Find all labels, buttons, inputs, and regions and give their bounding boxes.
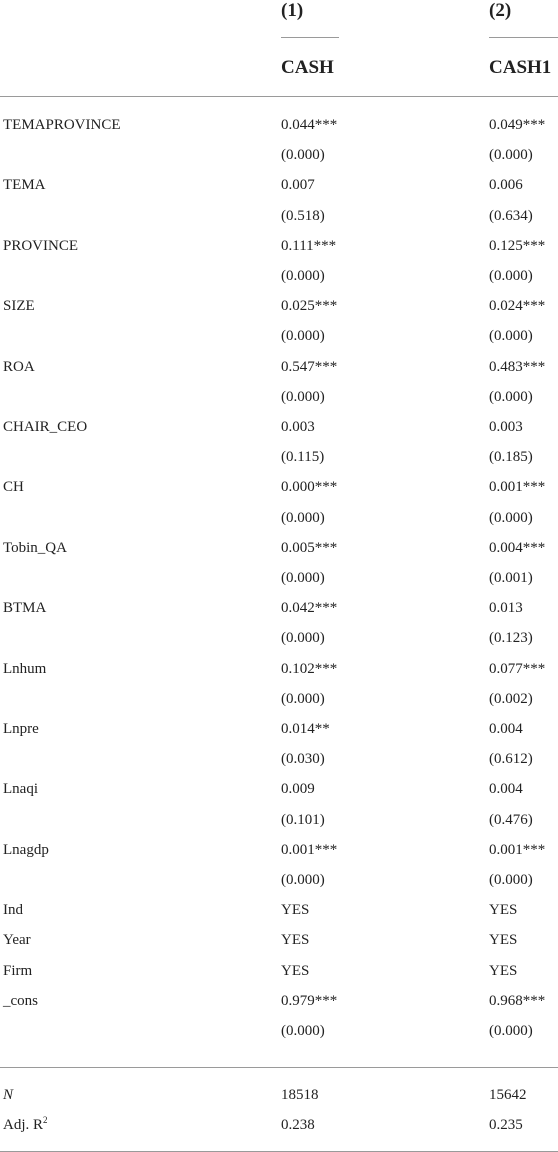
cell-col2: 0.049*** <box>489 117 546 133</box>
cell-col2: 0.004 <box>489 721 523 737</box>
cell-col2: (0.001) <box>489 570 533 586</box>
row-label: Firm <box>3 962 33 979</box>
adj-r2-label-text: Adj. R <box>3 1117 44 1133</box>
row-label: ROA <box>3 358 35 375</box>
row-label: Ind <box>3 902 23 919</box>
table-row <box>0 714 558 744</box>
table-row <box>0 503 558 533</box>
cell-col2: YES <box>489 932 518 949</box>
observations-col2: 15642 <box>489 1087 527 1103</box>
cell-col2: 0.004*** <box>489 539 546 556</box>
row-label: Lnaqi <box>3 781 38 798</box>
cell-col1: (0.000) <box>281 690 325 707</box>
cell-col1: (0.000) <box>281 630 325 647</box>
row-label: CH <box>3 479 24 496</box>
cell-col2: 0.125*** <box>489 237 546 254</box>
table-row <box>0 684 558 714</box>
cell-col1: (0.000) <box>281 147 325 164</box>
table-row <box>0 835 558 865</box>
cell-col1: (0.101) <box>281 811 325 828</box>
table-row <box>0 170 558 200</box>
cell-col1: (0.000) <box>281 570 325 586</box>
table-row <box>0 925 558 955</box>
cell-col1: 0.009 <box>281 781 315 798</box>
row-label: _cons <box>3 992 38 1009</box>
cell-col1: YES <box>281 962 310 979</box>
column-2-number: (2) <box>489 0 512 21</box>
cell-col2: (0.000) <box>489 872 533 888</box>
row-label: Year <box>3 932 31 949</box>
table-row <box>0 231 558 261</box>
header-divider <box>0 96 558 97</box>
cell-col1: YES <box>281 902 310 919</box>
table-row <box>0 986 558 1016</box>
table-row <box>0 201 558 231</box>
cell-col2: 0.006 <box>489 177 523 194</box>
cell-col1: 0.000*** <box>281 479 338 496</box>
cell-col2: (0.476) <box>489 811 533 828</box>
table-row <box>0 865 558 895</box>
cell-col2: (0.634) <box>489 207 533 224</box>
cell-col2: YES <box>489 962 518 979</box>
cell-col1: 0.001*** <box>281 841 338 858</box>
column-1-header: CASH <box>281 57 334 78</box>
cell-col1: 0.014** <box>281 721 330 737</box>
cell-col1: (0.000) <box>281 509 325 526</box>
cell-col1: (0.115) <box>281 449 325 466</box>
adj-r2-col1: 0.238 <box>281 1117 315 1133</box>
table-row <box>0 412 558 442</box>
table-row <box>0 805 558 835</box>
cell-col1: 0.111*** <box>281 237 337 254</box>
observations-label: N <box>3 1087 14 1103</box>
cell-col1: (0.000) <box>281 268 325 284</box>
row-label: PROVINCE <box>3 237 79 254</box>
cell-col2: (0.123) <box>489 630 533 647</box>
cell-col2: 0.001*** <box>489 841 546 858</box>
cell-col1: (0.030) <box>281 751 325 768</box>
cell-col1: (0.518) <box>281 207 325 224</box>
adj-r2-label <box>3 1110 48 1140</box>
row-label: Lnagdp <box>3 841 49 858</box>
cell-col2: 0.001*** <box>489 479 546 496</box>
cell-col1: 0.005*** <box>281 539 338 556</box>
row-label: SIZE <box>3 298 35 315</box>
cell-col2: 0.004 <box>489 781 523 798</box>
column-2-rule <box>489 37 558 38</box>
table-row <box>0 774 558 804</box>
cell-col2: 0.968*** <box>489 992 546 1009</box>
column-1-number: (1) <box>281 0 304 21</box>
cell-col2: (0.002) <box>489 690 533 707</box>
table-row <box>0 1080 558 1110</box>
row-label: Lnpre <box>3 721 39 737</box>
cell-col2: (0.000) <box>489 388 533 405</box>
cell-col2: 0.013 <box>489 600 523 617</box>
adj-r2-superscript: 2 <box>43 1115 48 1125</box>
column-2-header: CASH1 <box>489 57 552 78</box>
table-row <box>0 593 558 623</box>
cell-col1: 0.979*** <box>281 992 338 1009</box>
row-label: CHAIR_CEO <box>3 419 88 435</box>
cell-col2: YES <box>489 902 518 919</box>
table-row <box>0 442 558 472</box>
cell-col1: 0.007 <box>281 177 315 194</box>
cell-col2: 0.024*** <box>489 298 546 315</box>
cell-col2: (0.000) <box>489 147 533 164</box>
table-row <box>0 261 558 291</box>
row-label: Lnhum <box>3 660 47 677</box>
cell-col1: 0.042*** <box>281 600 338 617</box>
table-row <box>0 533 558 563</box>
cell-col2: (0.000) <box>489 268 533 284</box>
cell-col1: YES <box>281 932 310 949</box>
table-row <box>0 1016 558 1046</box>
column-1-rule <box>281 37 339 38</box>
body-divider <box>0 1067 558 1068</box>
table-row <box>0 382 558 412</box>
table-row <box>0 352 558 382</box>
row-label: BTMA <box>3 600 47 617</box>
cell-col1: 0.547*** <box>281 358 338 375</box>
cell-col2: (0.185) <box>489 449 533 466</box>
table-row <box>0 1110 558 1140</box>
table-row <box>0 744 558 774</box>
adj-r2-col2: 0.235 <box>489 1117 523 1133</box>
table-row <box>0 623 558 653</box>
row-label: TEMAPROVINCE <box>3 117 121 133</box>
cell-col1: 0.044*** <box>281 117 338 133</box>
cell-col1: (0.000) <box>281 328 325 345</box>
cell-col1: 0.025*** <box>281 298 338 315</box>
table-row <box>0 291 558 321</box>
cell-col2: (0.000) <box>489 328 533 345</box>
cell-col1: (0.000) <box>281 388 325 405</box>
table-row <box>0 321 558 351</box>
table-row <box>0 472 558 502</box>
cell-col2: 0.003 <box>489 419 523 435</box>
cell-col1: (0.000) <box>281 1023 325 1039</box>
table-row <box>0 563 558 593</box>
row-label: Tobin_QA <box>3 539 67 556</box>
cell-col2: 0.483*** <box>489 358 546 375</box>
cell-col2: (0.000) <box>489 509 533 526</box>
cell-col2: (0.612) <box>489 751 533 768</box>
cell-col1: 0.102*** <box>281 660 338 677</box>
table-row <box>0 110 558 140</box>
row-label: TEMA <box>3 177 46 194</box>
observations-col1: 18518 <box>281 1087 319 1103</box>
table-row <box>0 140 558 170</box>
cell-col1: (0.000) <box>281 872 325 888</box>
table-row <box>0 956 558 986</box>
table-row <box>0 895 558 925</box>
cell-col2: 0.077*** <box>489 660 546 677</box>
table-row <box>0 654 558 684</box>
cell-col1: 0.003 <box>281 419 315 435</box>
cell-col2: (0.000) <box>489 1023 533 1039</box>
